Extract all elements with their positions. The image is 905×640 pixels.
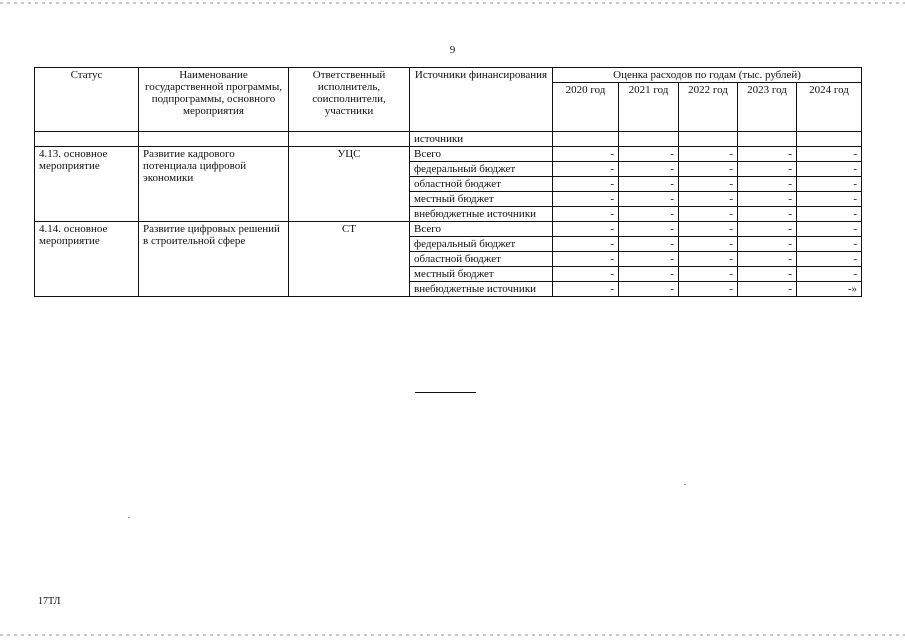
value-cell: - — [738, 162, 797, 177]
page-number: 9 — [449, 44, 456, 56]
scan-speck — [128, 517, 130, 518]
value-cell: - — [738, 252, 797, 267]
source-cell: источники — [410, 132, 553, 147]
value-cell: - — [738, 147, 797, 162]
value-cell: - — [619, 177, 679, 192]
header-status: Статус — [35, 68, 139, 132]
source-cell: областной бюджет — [410, 252, 553, 267]
value-cell: - — [797, 207, 862, 222]
value-cell: - — [679, 177, 738, 192]
header-year: 2020 год — [553, 83, 619, 132]
value-cell: - — [797, 267, 862, 282]
value-cell: - — [679, 147, 738, 162]
value-cell: - — [679, 222, 738, 237]
scan-edge-bottom — [0, 634, 905, 636]
value-cell: - — [553, 147, 619, 162]
value-cell: - — [797, 237, 862, 252]
value-cell: - — [619, 147, 679, 162]
value-cell: - — [619, 222, 679, 237]
value-cell: - — [553, 282, 619, 297]
value-cell: -» — [797, 282, 862, 297]
value-cell: - — [553, 222, 619, 237]
header-row — [35, 68, 862, 83]
executor-cell: СТ — [289, 222, 410, 297]
source-cell: внебюджетные источники — [410, 282, 553, 297]
value-cell: - — [553, 162, 619, 177]
value-cell: - — [797, 177, 862, 192]
value-cell: - — [797, 222, 862, 237]
value-cell: - — [619, 237, 679, 252]
value-cell: - — [679, 282, 738, 297]
value-cell: - — [619, 192, 679, 207]
value-cell: - — [679, 162, 738, 177]
program-name-cell: Развитие цифровых решений в строительной сфере — [139, 222, 289, 297]
status-cell: 4.13. основное мероприятие — [35, 147, 139, 222]
source-cell: Всего — [410, 147, 553, 162]
value-cell: - — [738, 222, 797, 237]
value-cell: - — [738, 177, 797, 192]
value-cell: - — [679, 237, 738, 252]
value-cell: - — [619, 282, 679, 297]
value-cell: - — [619, 267, 679, 282]
scan-edge-top — [0, 2, 905, 4]
value-cell: - — [679, 207, 738, 222]
value-cell: - — [679, 192, 738, 207]
header-program: Наименование государственной программы, подпрограммы, основного мероприятия — [139, 68, 289, 132]
table-row — [35, 222, 862, 237]
source-cell: местный бюджет — [410, 192, 553, 207]
value-cell: - — [738, 282, 797, 297]
status-cell: 4.14. основное мероприятие — [35, 222, 139, 297]
program-name-cell: Развитие кадрового потенциала цифровой экономики — [139, 147, 289, 222]
table-row — [35, 147, 862, 162]
header-year: 2021 год — [619, 83, 679, 132]
value-cell: - — [553, 267, 619, 282]
value-cell: - — [797, 162, 862, 177]
value-cell: - — [553, 177, 619, 192]
footer-divider — [415, 392, 476, 393]
value-cell: - — [797, 192, 862, 207]
header-costs: Оценка расходов по годам (тыс. рублей) — [553, 68, 862, 83]
source-cell: федеральный бюджет — [410, 237, 553, 252]
source-cell: областной бюджет — [410, 177, 553, 192]
value-cell: - — [679, 252, 738, 267]
document-stamp: 17ТЛ — [38, 596, 61, 607]
value-cell: - — [738, 237, 797, 252]
value-cell: - — [553, 192, 619, 207]
value-cell: - — [738, 207, 797, 222]
value-cell: - — [553, 237, 619, 252]
value-cell: - — [553, 207, 619, 222]
scan-speck — [684, 484, 686, 485]
header-sources: Источники финансирования — [410, 68, 553, 132]
header-year: 2024 год — [797, 83, 862, 132]
value-cell: - — [797, 147, 862, 162]
value-cell: - — [738, 192, 797, 207]
source-cell: федеральный бюджет — [410, 162, 553, 177]
value-cell: - — [619, 252, 679, 267]
value-cell: - — [619, 207, 679, 222]
budget-table — [34, 67, 862, 297]
header-year: 2023 год — [738, 83, 797, 132]
value-cell: - — [679, 267, 738, 282]
executor-cell: УЦС — [289, 147, 410, 222]
source-cell: внебюджетные источники — [410, 207, 553, 222]
value-cell: - — [553, 252, 619, 267]
value-cell: - — [738, 267, 797, 282]
header-executor: Ответственный исполнитель, соисполнители, участники — [289, 68, 410, 132]
source-cell: местный бюджет — [410, 267, 553, 282]
table-row-continuation — [35, 132, 862, 147]
value-cell: - — [797, 252, 862, 267]
header-year: 2022 год — [679, 83, 738, 132]
source-cell: Всего — [410, 222, 553, 237]
value-cell: - — [619, 162, 679, 177]
